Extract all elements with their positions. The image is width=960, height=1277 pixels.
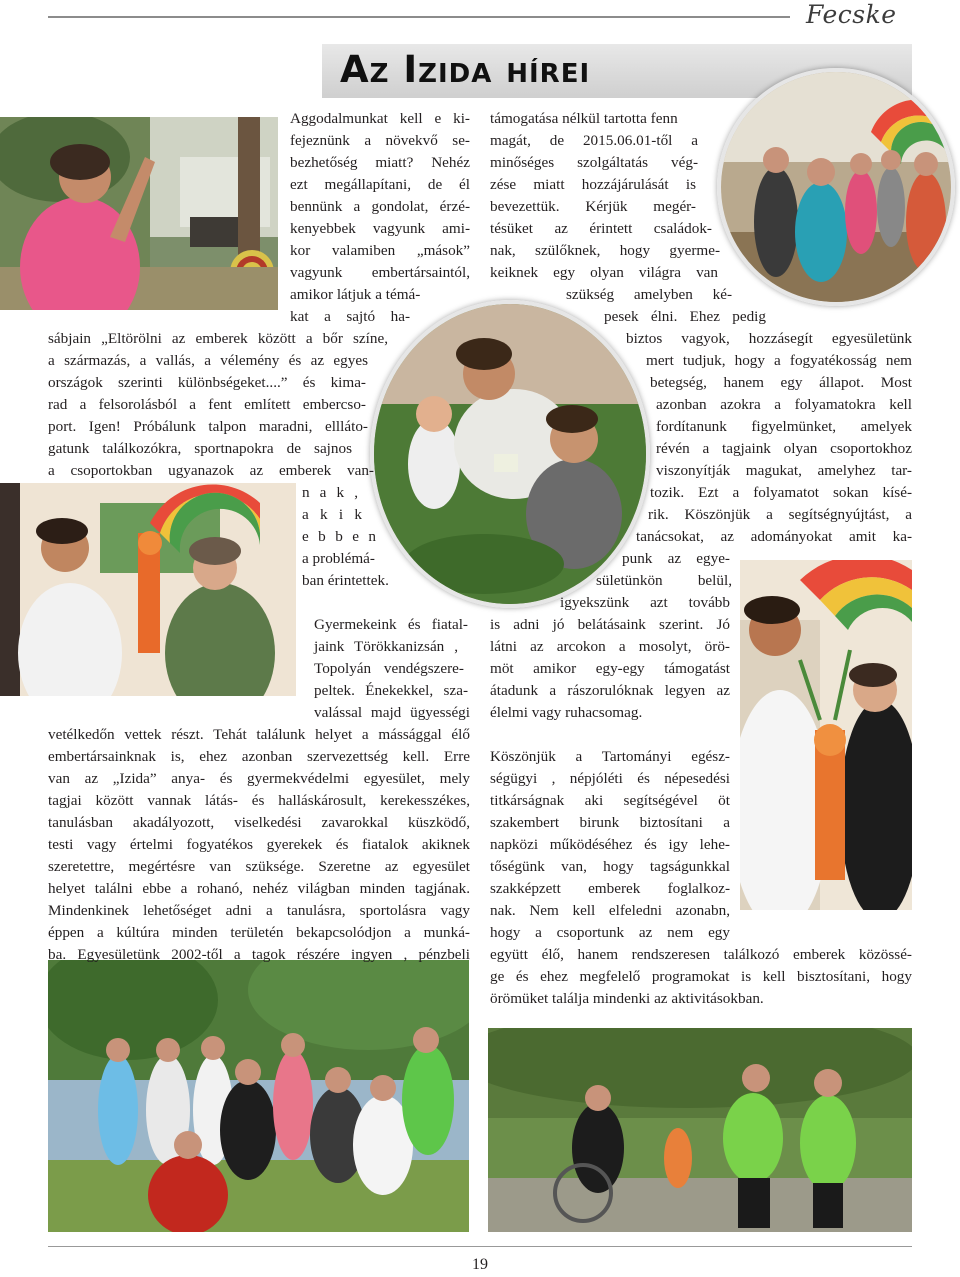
text-line: a k i k <box>302 506 362 523</box>
text-line: ban érintettek. <box>302 572 389 589</box>
text-line: tozik. Ezt a folyamatot sokan kísé- <box>650 484 912 501</box>
text-line: fordítanunk figyelmünket, amelyek <box>656 418 912 435</box>
dance-circle-photo <box>717 68 955 306</box>
text-line: e b b e n <box>302 528 376 545</box>
text-line: jaink Törökkanizsán , <box>314 638 458 655</box>
text-line: sületünkön belül, <box>596 572 732 589</box>
boys-eating-photo <box>370 300 650 608</box>
text-line: támogatása nélkül tartotta fenn <box>490 110 678 127</box>
text-line: vetélkedőn vettek részt. Tehát találunk helyet a mássággal élő <box>48 726 470 743</box>
text-line: bennünk a gondolat, érzé- <box>290 198 470 215</box>
text-line: mert tudjuk, hogy a fogyatékosság nem <box>646 352 912 369</box>
text-line: amikor látjuk a témá- <box>290 286 421 303</box>
text-line: ezt megállapítani, de él <box>290 176 470 193</box>
page-number: 19 <box>472 1256 488 1273</box>
text-line: testi vagy értelmi fogyatékos gyerekek és fiatalok akiknek <box>48 836 470 853</box>
text-line: punk az egye- <box>622 550 730 567</box>
text-line: a származás, a vallás, a vélemény és az egyes <box>48 352 368 369</box>
text-line: viszonyítják magukat, amelyhez tar- <box>656 462 912 479</box>
text-line: tagjai között vannak látás- és halláskárosult, kerekesszékes, <box>48 792 470 809</box>
text-line: Topolyán vendégszere- <box>314 660 464 677</box>
text-line: kenyebbek vagyunk ami- <box>290 220 470 237</box>
text-line: nak. Nem kell elfeledni azonabn, <box>490 902 730 919</box>
text-line: van az „Izida” anya- és gyermekvédelmi egyesület, mely <box>48 770 470 787</box>
text-line: Aggodalmunkat kell e ki- <box>290 110 470 127</box>
text-line: sábjain „Eltörölni az emberek között a bőr színe, <box>48 330 388 347</box>
text-line: szükség amelyben ké- <box>566 286 732 303</box>
flower-bouquet-photo <box>740 560 912 910</box>
text-line: vagyunk embertársaintól, <box>290 264 470 281</box>
text-line: napközi működéséhez és igy lehe- <box>490 836 730 853</box>
text-line: azonban azokra a folyamatokra kell <box>656 396 912 413</box>
text-line: ba. Egyesületünk 2002-től a tagok részére ingyen , pénzbeli <box>48 946 470 963</box>
text-line: rik. Köszönjük a segítségnyújtást, a <box>648 506 912 523</box>
text-line: zése miatt hozzájárulását is <box>490 176 696 193</box>
text-line: n a k , <box>302 484 358 501</box>
text-line: is adni jó belátásaink szerint. Jó <box>490 616 730 633</box>
text-line: betegség, hanem egy állapot. Most <box>650 374 912 391</box>
text-line: ge és ehez megfelelő programokat is kell bisztosítani, hogy <box>490 968 912 985</box>
text-line: helyet találni ebbe a rohanó, nehéz világban minden tagjának. <box>48 880 470 897</box>
text-line: Köszönjük a Tartományi egész- <box>490 748 730 765</box>
text-line: embertársainknak is, ehez azonban szervezettség kell. Erre <box>48 748 470 765</box>
text-line: éppen a kúltúra minden területén bekapcsolódjon a munká- <box>48 924 470 941</box>
text-line: port. Igen! Próbálunk talpon maradni, ellláto- <box>48 418 368 435</box>
text-line: fejeznünk a növekvő se- <box>290 132 470 149</box>
header-rule <box>48 16 790 18</box>
text-line: örömüket találja mindenki az aktivitásokban. <box>490 990 764 1007</box>
text-line: szeretettre, megértésre van szüksége. Szeretne az egyesület <box>48 858 470 875</box>
text-line: möt amikor egy-egy támogatást <box>490 660 730 677</box>
text-line: a csoportokban ugyanazok az emberek van- <box>48 462 374 479</box>
text-line: tanulásban akadályozott, viselkedési zavarokkal küszködő, <box>48 814 470 831</box>
text-line: együtt élő, hanem rendszeresen találkozó emberek közössé- <box>490 946 912 963</box>
text-line: a problémá- <box>302 550 375 567</box>
text-line: valással majd ügyességi <box>314 704 470 721</box>
text-line: gatunk találkozókra, sportnapokra de sajnos <box>48 440 352 457</box>
text-line: tőségünk van, hogy tagságunkkal <box>490 858 730 875</box>
text-line: biztos vagyok, hozzásegít egyesületünk <box>626 330 912 347</box>
text-line: ségügyi , népjóléti és népesedési <box>490 770 730 787</box>
text-line: tésüket az érintett családok- <box>490 220 712 237</box>
text-line: rad a felsorolásból a fent említett embercso- <box>48 396 366 413</box>
text-line: látni az arcokon a mosolyt, örö- <box>490 638 730 655</box>
text-line: pesek élni. Ehez pedig <box>604 308 766 325</box>
text-line: révén a tagjaink olyan csoportokhoz <box>656 440 912 457</box>
wheelchair-outdoor-photo <box>488 1028 912 1232</box>
group-photo <box>48 960 469 1232</box>
flower-gift-photo <box>0 483 296 696</box>
darts-photo <box>0 117 278 310</box>
text-line: bevezettük. Kérjük megér- <box>490 198 696 215</box>
footer-rule <box>48 1246 912 1247</box>
text-line: élelmi vagy ruhacsomag. <box>490 704 643 721</box>
text-line: kor valamiben „mások” <box>290 242 470 259</box>
text-line: országok szerinti különbségeket....” és kima- <box>48 374 366 391</box>
text-line: peltek. Énekekkel, sza- <box>314 682 468 699</box>
text-line: minőséges szolgáltatás vég- <box>490 154 698 171</box>
text-line: szakembert birunk biztosítani a <box>490 814 730 831</box>
text-line: titkárságnak aki segítségével öt <box>490 792 730 809</box>
text-line: magát, de 2015.06.01-től a <box>490 132 698 149</box>
text-line: átadunk a rászorulóknak legyen az <box>490 682 730 699</box>
text-line: Gyermekeink és fiatal- <box>314 616 468 633</box>
text-line: igyekszünk azt tovább <box>560 594 730 611</box>
text-line: hogy a csoportunk az nem egy <box>490 924 730 941</box>
text-line: keiknek egy olyan világra van <box>490 264 718 281</box>
text-line: Mindenkinek lehetőséget adni a tanulásra, sportolásra vagy <box>48 902 470 919</box>
text-line: tanácsokat, az adományokat amit ka- <box>636 528 912 545</box>
text-line: nak, szülőknek, hogy gyerme- <box>490 242 720 259</box>
article-title: Az Izida hírei <box>340 48 591 91</box>
text-line: szakképzett emberek foglalkoz- <box>490 880 730 897</box>
text-line: bezhetőség miatt? Nehéz <box>290 154 470 171</box>
text-line: kat a sajtó ha- <box>290 308 410 325</box>
magazine-name: Fecske <box>806 0 897 29</box>
